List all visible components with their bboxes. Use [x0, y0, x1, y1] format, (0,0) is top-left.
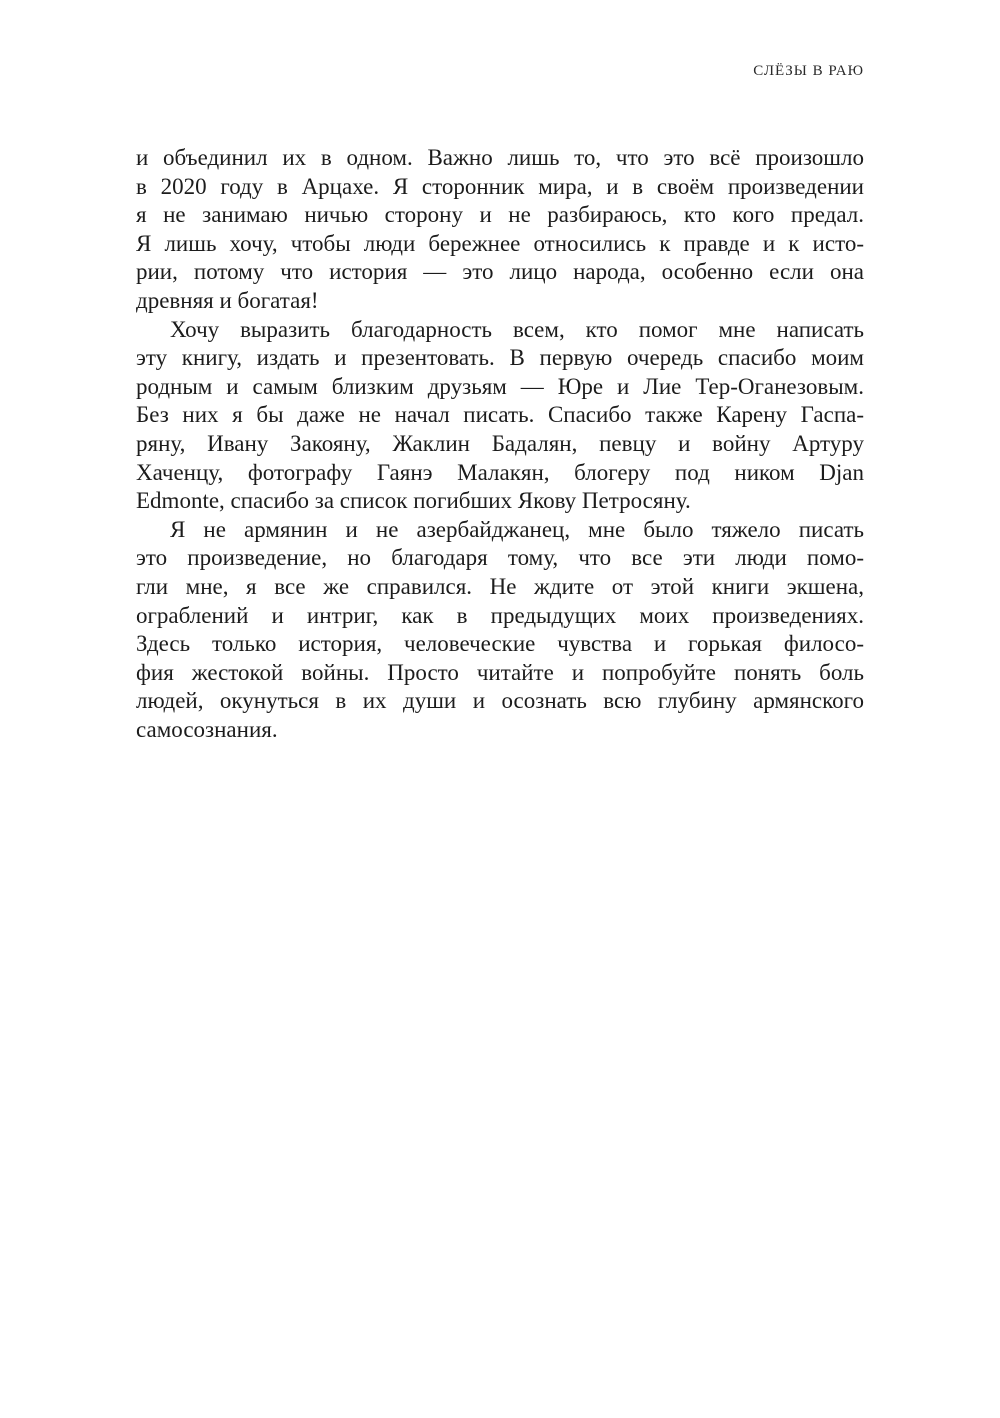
text-line: рии, потому что история — это лицо народа, особенно если она [136, 259, 864, 285]
body-text [136, 144, 864, 744]
running-header: СЛЁЗЫ В РАЮ [753, 63, 864, 79]
text-line: в 2020 году в Арцахе. Я сторонник мира, и в своём произведении [136, 173, 864, 199]
text-line: я не занимаю ничью сторону и не разбираюсь, кто кого предал. [136, 202, 864, 228]
text-line: и объединил их в одном. Важно лишь то, что это всё произошло [136, 145, 864, 170]
text-line: людей, окунуться в их души и осознать всю глубину армянского [136, 688, 864, 714]
text-line: древняя и богатая! [136, 287, 319, 313]
text-line: самосознания. [136, 716, 278, 742]
text-line: ряну, Ивану Закояну, Жаклин Бадалян, певцу и войну Артуру [136, 430, 864, 456]
text-line: гли мне, я все же справился. Не ждите от этой книги экшена, [136, 573, 864, 599]
text-line: Хаченцу, фотографу Гаянэ Малакян, блогеру под ником Djan [136, 459, 864, 485]
text-line: Здесь только история, человеческие чувства и горькая филосо- [136, 631, 864, 657]
text-line: Edmonte, спасибо за список погибших Якову Петросяну. [136, 488, 691, 514]
text-line: Хочу выразить благодарность всем, кто помог мне написать [170, 316, 864, 342]
text-line: фия жестокой войны. Просто читайте и попробуйте понять боль [136, 659, 864, 685]
text-line: эту книгу, издать и презентовать. В первую очередь спасибо моим [136, 345, 864, 371]
text-line: Я не армянин и не азербайджанец, мне было тяжело писать [170, 516, 864, 542]
text-line: ограблений и интриг, как в предыдущих моих произведениях. [136, 602, 864, 628]
text-line: это произведение, но благодаря тому, что все эти люди помо- [136, 545, 864, 571]
text-line: Я лишь хочу, чтобы люди бережнее относились к правде и к исто- [136, 230, 864, 256]
text-line: родным и самым близким друзьям — Юре и Лие Тер-Оганезовым. [136, 373, 864, 399]
text-line: Без них я бы даже не начал писать. Спасибо также Карену Гаспа- [136, 402, 864, 428]
